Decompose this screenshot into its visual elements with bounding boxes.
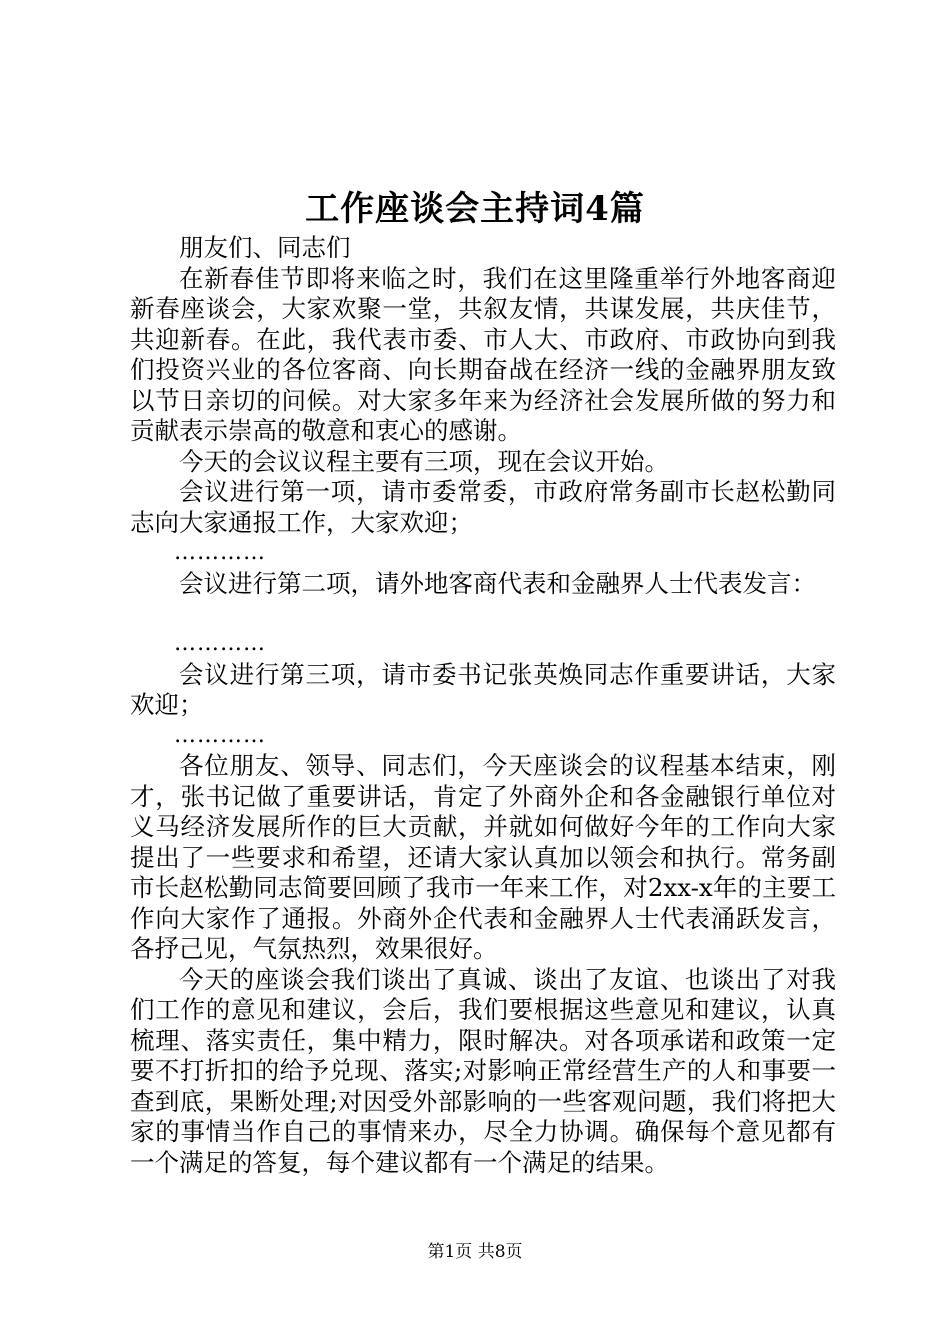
summary-paragraph: 各位朋友、领导、同志们，今天座谈会的议程基本结束，刚才，张书记做了重要讲话，肯定了外商外企和各金融银行单位对义马经济发展所作的巨大贡献，并就如何做好今年的工作向大家提出了一些要求和希望，还请大家认真加以领会和执行。常务副市长赵松勤同志简要回顾了我市一年来工作，对2xx-x年的主要工作向大家作了通报。外商外企代表和金融界人士代表涌跃发言，各抒己见，气氛热烈，效果很好。 bbox=[130, 751, 836, 963]
ellipsis-3: ………… bbox=[174, 722, 266, 748]
greeting-paragraph: 朋友们、同志们 bbox=[179, 233, 351, 262]
document-title: 工作座谈会主持词4篇 bbox=[305, 189, 645, 229]
agenda-paragraph: 今天的会议议程主要有三项，现在会议开始。 bbox=[179, 446, 669, 476]
agenda-item-3: 会议进行第三项，请市委书记张英焕同志作重要讲话，大家欢迎； bbox=[130, 659, 836, 719]
opening-paragraph: 在新春佳节即将来临之时，我们在这里隆重举行外地客商迎新春座谈会，大家欢聚一堂，共叙友情，共谋发展，共庆佳节，共迎新春。在此，我代表市委、市人大、市政府、市政协向到我们投资兴业的各位客商、向长期奋战在经济一线的金融界朋友致以节日亲切的问候。对大家多年来为经济社会发展所做的努力和贡献表示崇高的敬意和衷心的感谢。 bbox=[130, 263, 836, 445]
ellipsis-2: ………… bbox=[174, 631, 266, 656]
blank-line bbox=[130, 599, 836, 629]
document-body bbox=[130, 233, 836, 1178]
agenda-item-2: 会议进行第二项，请外地客商代表和金融界人士代表发言： bbox=[179, 568, 816, 598]
closing-paragraph: 今天的座谈会我们谈出了真诚、谈出了友谊、也谈出了对我们工作的意见和建议，会后，我们要根据这些意见和建议，认真梳理、落实责任，集中精力，限时解决。对各项承诺和政策一定要不打折扣的给予兑现、落实;对影响正常经营生产的人和事要一查到底，果断处理;对因受外部影响的一些客观问题，我们将把大家的事情当作自己的事情来办，尽全力协调。确保每个意见都有一个满足的答复，每个建议都有一个满足的结果。 bbox=[130, 964, 836, 1177]
ellipsis-1: ………… bbox=[174, 540, 266, 565]
agenda-item-1: 会议进行第一项，请市委常委，市政府常务副市长赵松勤同志向大家通报工作，大家欢迎； bbox=[130, 477, 836, 537]
page-footer: 第1页 共8页 bbox=[427, 1242, 523, 1262]
